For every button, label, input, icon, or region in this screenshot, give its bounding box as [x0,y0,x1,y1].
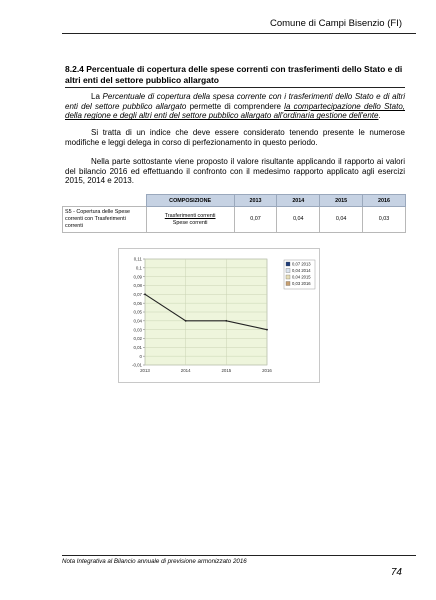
y-tick-label: 0,08 [133,283,142,289]
section-divider [65,87,405,88]
table-header-2016: 2016 [363,195,406,207]
line-chart [119,249,319,382]
value-2013: 0,07 [234,207,277,233]
x-tick-label: 2015 [221,368,232,373]
row-composition [146,207,234,233]
indicator-meaning: la compartecipazione dello Stato, della regione e degli altri enti del settore pubblico allargato all'ordinaria gestione dell'ente [65,101,405,121]
footer-divider [62,555,416,556]
legend-label: 0,07 2013 [292,261,311,267]
legend-label: 0,03 2016 [292,281,311,287]
composition-numerator: Trasferimenti correnti [164,212,216,219]
data-point [185,320,187,322]
table-header-blank [63,195,147,207]
table-header-row [63,195,406,207]
indicator-table [62,194,406,233]
y-tick-label: 0,06 [133,300,142,306]
chart-container [118,248,320,383]
composition-denominator: Spese correnti [172,219,208,226]
y-tick-label: -0,01 [131,362,142,368]
y-tick-label: 0,11 [133,256,142,262]
y-tick-label: 0,02 [133,336,142,342]
row-label: S5 - Copertura delle Spese correnti con Trasferimenti correnti [63,207,147,233]
table-header-2013: 2013 [234,195,277,207]
intro-text-1: La [91,92,103,101]
y-tick-label: 0,07 [133,291,142,297]
intro-text-2: permette di comprendere [186,101,285,111]
data-point [144,293,146,295]
table-row [63,207,406,233]
intro-text-3: . [378,111,381,121]
paragraph-comparison: Nella parte sottostante viene proposto il valore risultante applicando il rapporto ai valori del bilancio 2016 ed effettuando il confronto con il medesimo rapporto applicato agli esercizi 2015, 2014 e 2013. [65,157,405,186]
y-tick-label: 0,1 [135,265,142,271]
page-number: 74 [390,567,402,578]
legend-swatch [286,269,290,273]
table-header-2015: 2015 [320,195,363,207]
x-tick-label: 2013 [140,368,150,373]
y-tick-label: 0,09 [133,274,142,280]
data-point [225,320,227,322]
y-tick-label: 0,04 [133,318,142,324]
value-2014: 0,04 [277,207,320,233]
table-header-composizione: COMPOSIZIONE [146,195,234,207]
legend-swatch [286,275,290,279]
legend-label: 0,04 2015 [292,274,311,280]
data-point [266,329,268,331]
value-2015: 0,04 [320,207,363,233]
legend-label: 0,04 2014 [292,268,311,274]
legend-swatch [286,282,290,286]
value-2016: 0,03 [363,207,406,233]
y-tick-label: 0,03 [133,327,142,333]
y-tick-label: 0,01 [133,344,142,350]
paragraph-note: Si tratta di un indice che deve essere considerato tenendo presente le numerose modifiche e leggi delega in corso di perfezionamento in questo periodo. [65,128,405,147]
paragraph-intro [65,92,405,121]
indicator-name: Percentuale di copertura della spesa corrente con i trasferimenti dello Stato e di altri enti del settore pubblico allargato [65,92,406,111]
footer-note: Nota Integrativa al Bilancio annuale di previsione armonizzato 2016 [62,558,247,565]
x-tick-label: 2014 [180,368,191,373]
y-tick-label: 0 [139,353,142,359]
header-divider [62,33,416,34]
section-title: 8.2.4 Percentuale di copertura delle spese correnti con trasferimenti dello Stato e di altri enti del settore pubblico allargato [65,64,403,85]
header-municipality: Comune di Campi Bisenzio (FI) [270,18,402,29]
legend-swatch [286,262,290,266]
y-tick-label: 0,05 [133,309,142,315]
x-tick-label: 2016 [262,368,272,373]
table-header-2014: 2014 [277,195,320,207]
